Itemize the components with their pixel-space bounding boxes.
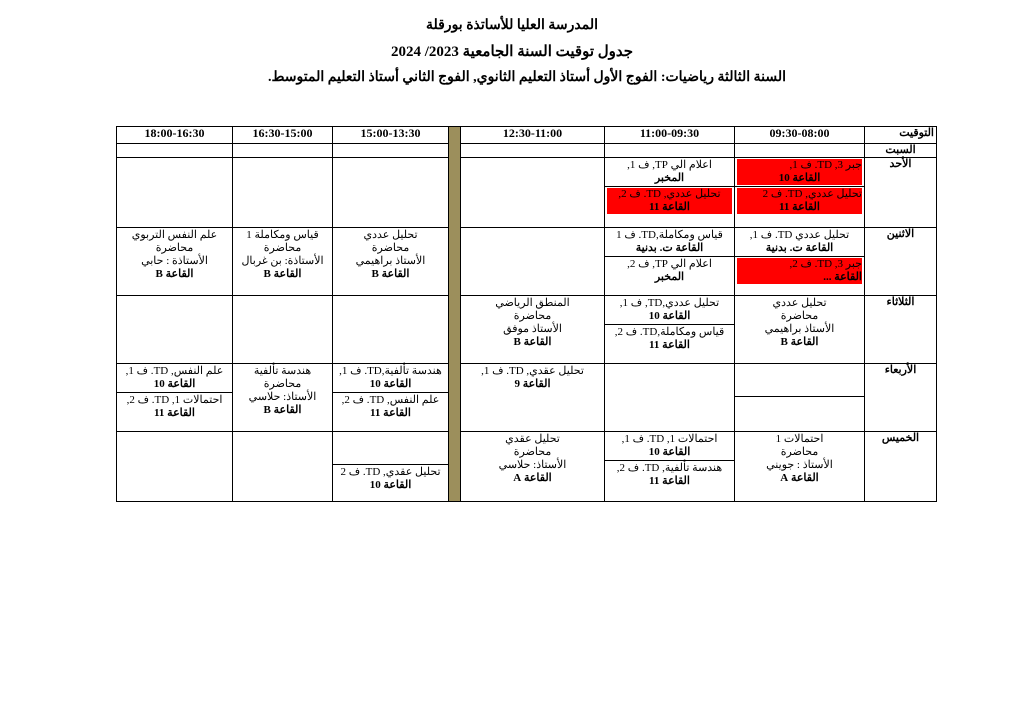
lunch-break-divider <box>449 127 461 502</box>
timetable <box>116 126 937 502</box>
session-cell <box>233 364 333 432</box>
session-entry <box>333 465 448 493</box>
cell <box>461 158 605 228</box>
cell <box>117 296 233 364</box>
day-label-tuesday: الثلاثاء <box>865 296 937 364</box>
session-course: اعلام الي TP, ف 2, <box>627 258 712 270</box>
cell <box>233 296 333 364</box>
day-row-sunday <box>117 158 937 228</box>
day-row-monday <box>117 228 937 296</box>
session-cell <box>333 364 449 432</box>
session-entry <box>605 228 734 257</box>
empty-slot <box>333 432 448 465</box>
lecture-teacher: الأستاذ: حلاسي <box>248 391 317 403</box>
session-room: القاعة ت. بدنية <box>635 242 704 254</box>
lecture-entry <box>233 364 332 418</box>
session-room: القاعة 11 <box>737 201 862 214</box>
lecture-entry <box>117 228 232 282</box>
lecture-course: احتمالات 1 <box>775 433 824 445</box>
day-label-monday: الاثنين <box>865 228 937 296</box>
session-course: قياس ومكاملة,TD. ف 1 <box>616 229 723 241</box>
slot-header-6: 18:00-16:30 <box>117 127 233 144</box>
slot-header-1: 09:30-08:00 <box>735 127 865 144</box>
lecture-teacher: الأستاذ براهيمي <box>355 255 426 267</box>
lecture-course: علم النفس التربوي <box>131 229 218 241</box>
day-row-thursday <box>117 432 937 502</box>
session-entry <box>735 257 864 285</box>
cell <box>117 158 233 228</box>
session-course: جبر 3, TD. ف 1, <box>737 159 862 172</box>
session-cell <box>117 228 233 296</box>
lecture-course: المنطق الرياضي <box>495 297 570 309</box>
slot-header-2: 11:00-09:30 <box>605 127 735 144</box>
lecture-course: قياس ومكاملة 1 <box>246 229 319 241</box>
session-entry <box>117 364 232 393</box>
cell <box>333 158 449 228</box>
slot-header-4: 15:00-13:30 <box>333 127 449 144</box>
lecture-teacher: الأستاذة : حابي <box>141 255 208 267</box>
lecture-type: محاضرة <box>513 310 552 322</box>
session-entry <box>735 187 864 215</box>
cell <box>233 432 333 502</box>
session-course: تحليل عددي TD. ف 1, <box>749 229 850 241</box>
lecture-room: القاعة B <box>371 268 410 280</box>
cell <box>117 144 233 158</box>
session-room: القاعة 11 <box>649 339 690 351</box>
day-row-tuesday <box>117 296 937 364</box>
lecture-teacher: الأستاذ موفق <box>503 323 562 335</box>
cell <box>333 296 449 364</box>
day-label-saturday: السبت <box>865 144 937 158</box>
session-room: القاعة 10 <box>648 310 691 322</box>
session-course: احتمالات 1, TD. ف 1, <box>621 433 718 445</box>
lecture-entry <box>233 228 332 282</box>
session-cell <box>461 432 605 502</box>
cell <box>233 158 333 228</box>
slot-header-5: 16:30-15:00 <box>233 127 333 144</box>
cell <box>461 228 605 296</box>
lecture-room: القاعة A <box>513 472 552 484</box>
lecture-type: محاضرة <box>513 446 552 458</box>
session-cell <box>117 364 233 432</box>
cell <box>735 144 865 158</box>
lecture-type: محاضرة <box>371 242 410 254</box>
lecture-teacher: الأستاذة: بن غربال <box>241 255 324 267</box>
session-room: المخبر <box>654 271 685 283</box>
session-entry <box>605 257 734 285</box>
lecture-teacher: الأستاذ: حلاسي <box>498 459 567 471</box>
lecture-course: تحليل عددي <box>772 297 827 309</box>
lecture-course: هندسة تألفية <box>253 365 312 377</box>
lecture-entry <box>333 228 448 282</box>
lecture-room: القاعة A <box>780 472 819 484</box>
session-cell <box>461 364 605 432</box>
schedule-title: جدول توقيت السنة الجامعية 2023/ 2024 <box>390 44 634 60</box>
session-entry <box>605 432 734 461</box>
day-label-sunday: الأحد <box>865 158 937 228</box>
session-course: تحليل عددي, TD. ف 2, <box>607 188 732 201</box>
session-entry <box>605 187 734 215</box>
session-room: القاعة 11 <box>370 407 411 419</box>
lecture-course: تحليل عقدي <box>505 433 560 445</box>
session-entry <box>605 325 734 353</box>
session-cell <box>333 228 449 296</box>
cell <box>605 364 735 432</box>
document-header <box>0 14 1024 90</box>
lecture-entry <box>461 296 604 350</box>
schedule-subtitle: السنة الثالثة رياضيات: الفوج الأول أستاذ التعليم الثانوي, الفوج الثاني أستاذ التعليم المتوسط. <box>268 70 786 85</box>
lecture-room: القاعة B <box>155 268 194 280</box>
cell <box>461 144 605 158</box>
session-cell <box>735 158 865 228</box>
lecture-room: القاعة B <box>263 404 302 416</box>
lecture-room: القاعة B <box>780 336 819 348</box>
session-room: القاعة 11 <box>607 201 732 214</box>
session-room: القاعة 11 <box>154 407 195 419</box>
session-cell <box>735 432 865 502</box>
session-cell <box>605 296 735 364</box>
lecture-room: القاعة B <box>513 336 552 348</box>
session-entry <box>605 296 734 325</box>
session-entry <box>117 393 232 421</box>
session-cell <box>233 228 333 296</box>
lecture-type: محاضرة <box>263 378 302 390</box>
session-cell <box>735 228 865 296</box>
session-cell <box>605 228 735 296</box>
school-name: المدرسة العليا للأساتذة بورقلة <box>425 18 599 33</box>
session-course: تحليل عددي, TD. ف 2 <box>737 188 862 201</box>
lecture-type: محاضرة <box>780 310 819 322</box>
session-cell <box>333 432 449 502</box>
lecture-teacher: الأستاذ : جويني <box>766 459 833 471</box>
session-room: القاعة 9 <box>514 378 551 390</box>
lecture-type: محاضرة <box>780 446 819 458</box>
session-entry <box>461 364 604 392</box>
session-course: هندسة تألفية,TD. ف 1, <box>339 365 442 377</box>
header-row <box>117 127 937 144</box>
session-entry <box>605 461 734 489</box>
session-cell <box>461 296 605 364</box>
empty-slot <box>735 397 864 399</box>
lecture-entry <box>735 432 864 486</box>
slot-header-3: 12:30-11:00 <box>461 127 605 144</box>
lecture-type: محاضرة <box>155 242 194 254</box>
cell <box>333 144 449 158</box>
session-room: القاعة 10 <box>153 378 196 390</box>
cell <box>605 144 735 158</box>
session-room: المخبر <box>654 172 685 184</box>
session-course: هندسة تألفية, TD. ف 2, <box>616 462 723 474</box>
lecture-entry <box>461 432 604 486</box>
day-label-thursday: الخميس <box>865 432 937 502</box>
day-label-wednesday: الأربعاء <box>865 364 937 432</box>
session-room: القاعة 10 <box>648 446 691 458</box>
session-room: القاعة 10 <box>369 479 412 491</box>
session-course: اعلام الي TP, ف 1, <box>627 159 712 171</box>
session-course: جبر 3, TD. ف 2, <box>737 258 862 271</box>
session-room: القاعة 10 <box>369 378 412 390</box>
lecture-room: القاعة B <box>263 268 302 280</box>
time-column-label: التوقيت <box>865 127 937 144</box>
cell <box>233 144 333 158</box>
session-entry <box>333 393 448 421</box>
lecture-type: محاضرة <box>263 242 302 254</box>
lecture-entry <box>735 296 864 350</box>
session-entry <box>333 364 448 393</box>
session-cell <box>735 296 865 364</box>
session-course: تحليل عددي,TD, ف 1, <box>619 297 720 309</box>
session-cell <box>735 364 865 432</box>
session-room: القاعة 11 <box>649 475 690 487</box>
lecture-teacher: الأستاذ براهيمي <box>764 323 835 335</box>
session-entry <box>735 158 864 187</box>
session-course: احتمالات 1, TD. ف 2, <box>126 394 223 406</box>
session-course: تحليل عقدي, TD. ف 2 <box>340 466 441 478</box>
session-cell <box>605 158 735 228</box>
session-course: علم النفس, TD. ف 1, <box>125 365 224 377</box>
cell <box>117 432 233 502</box>
session-entry <box>605 158 734 187</box>
session-course: قياس ومكاملة,TD. ف 2, <box>614 326 725 338</box>
session-room: القاعة ت. بدنية <box>765 242 834 254</box>
session-entry <box>735 228 864 257</box>
day-row-saturday <box>117 144 937 158</box>
session-course: علم النفس, TD. ف 2, <box>341 394 440 406</box>
session-cell <box>605 432 735 502</box>
session-course: تحليل عقدي, TD. ف 1, <box>481 365 584 377</box>
session-room: القاعة ... <box>737 271 862 284</box>
lecture-course: تحليل عددي <box>363 229 418 241</box>
day-row-wednesday <box>117 364 937 432</box>
session-room: القاعة 10 <box>737 172 862 185</box>
empty-slot <box>735 364 864 397</box>
